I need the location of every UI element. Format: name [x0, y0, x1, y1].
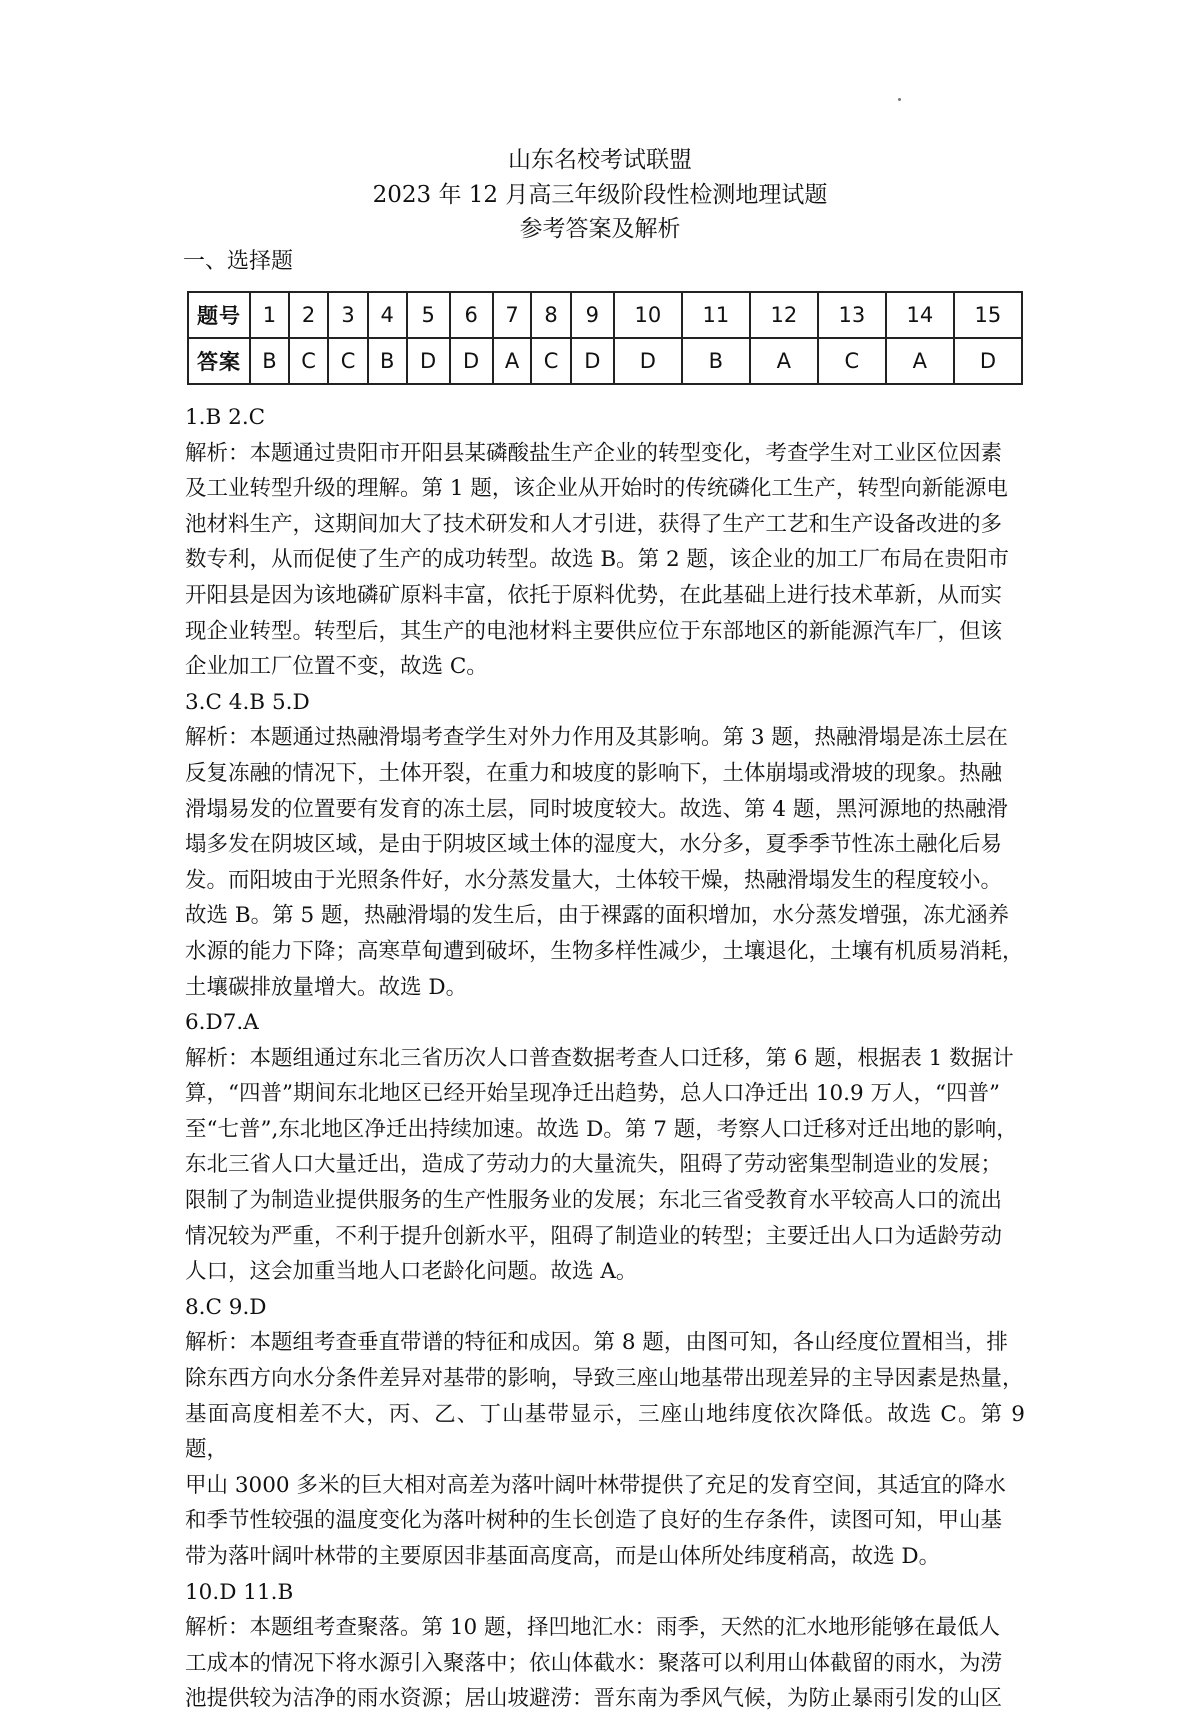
text-line: 解析：本题组考查垂直带谱的特征和成因。第 8 题，由图可知，各山经度位置相当，排 — [185, 1330, 1008, 1356]
text-line: 至“七普”,东北地区净迁出持续加速。故选 D。第 7 题，考察人口迁移对迁出地的影响， — [185, 1116, 1018, 1142]
answer-row — [188, 338, 1022, 384]
text-line: 解析：本题通过热融滑塌考查学生对外力作用及其影响。第 3 题，热融滑塌是冻土层在 — [185, 725, 1008, 751]
table-cell: 9 — [571, 292, 614, 338]
table-cell: 13 — [818, 292, 886, 338]
text-line: 池提供较为洁净的雨水资源；居山坡避涝：晋东南为季风气候，为防止暴雨引发的山区 — [185, 1686, 1003, 1712]
table-cell: C — [531, 338, 570, 384]
table-cell: 11 — [682, 292, 750, 338]
table-cell: 10 — [614, 292, 682, 338]
table-cell: B — [250, 338, 289, 384]
text-line: 池材料生产，这期间加大了技术研发和人才引进，获得了生产工艺和生产设备改进的多 — [185, 511, 1003, 537]
table-cell: C — [818, 338, 886, 384]
table-cell: 6 — [450, 292, 493, 338]
table-cell: 4 — [368, 292, 407, 338]
table-cell: 12 — [750, 292, 818, 338]
text-line: 及工业转型升级的理解。第 1 题，该企业从开始时的传统磷化工生产，转型向新能源电 — [185, 476, 1008, 502]
text-line: 开阳县是因为该地磷矿原料丰富，依托于原料优势，在此基础上进行技术革新，从而实 — [185, 582, 1003, 608]
text-line: 故选 B。第 5 题，热融滑塌的发生后，由于裸露的面积增加，水分蒸发增强，冻尤涵养 — [185, 903, 1009, 929]
table-cell: B — [682, 338, 750, 384]
text-line: 人口，这会加重当地人口老龄化问题。故选 A。 — [185, 1259, 638, 1285]
table-cell: D — [954, 338, 1022, 384]
table-cell: A — [493, 338, 532, 384]
exam-name-title: 2023 年 12 月高三年级阶段性检测地理试题 — [372, 182, 828, 208]
answer-line: 1.B 2.C — [185, 405, 266, 430]
text-line: 工成本的情况下将水源引入聚落中；依山体截水：聚落可以利用山体截留的雨水，为涝 — [185, 1650, 1003, 1676]
text-line: 水源的能力下降；高寒草甸遭到破坏，生物多样性减少，土壤退化，土壤有机质易消耗， — [185, 938, 1024, 964]
text-line: 滑塌易发的位置要有发育的冻土层，同时坡度较大。故选、第 4 题，黑河源地的热融滑 — [185, 796, 1008, 822]
exam-union-title: 山东名校考试联盟 — [508, 147, 692, 173]
text-line: 解析：本题组通过东北三省历次人口普查数据考查人口迁移，第 6 题，根据表 1 数据计 — [185, 1045, 1014, 1071]
table-cell: C — [328, 338, 367, 384]
text-line: 发。而阳坡由于光照条件好，水分蒸发量大，土体较干燥，热融滑塌发生的程度较小。 — [185, 867, 1003, 893]
table-cell: B — [368, 338, 407, 384]
table-cell: A — [750, 338, 818, 384]
text-line: 解析：本题通过贵阳市开阳县某磷酸盐生产企业的转型变化，考查学生对工业区位因素 — [185, 440, 1003, 466]
text-line: 现企业转型。转型后，其生产的电池材料主要供应位于东部地区的新能源汽车厂，但该 — [185, 618, 1003, 644]
table-cell: D — [450, 338, 493, 384]
explanation-body — [185, 400, 1025, 1717]
text-line: 塌多发在阴坡区域，是由于阴坡区域土体的湿度大，水分多，夏季季节性冻土融化后易 — [185, 832, 1003, 858]
table-cell: C — [289, 338, 328, 384]
answer-key-title: 参考答案及解析 — [519, 216, 681, 242]
table-cell: 14 — [886, 292, 954, 338]
answer-table — [187, 291, 1023, 385]
table-cell: D — [407, 338, 450, 384]
table-cell: 8 — [531, 292, 570, 338]
text-line: 基面高度相差不大，丙、乙、丁山基带显示，三座山地纬度依次降低。故选 C。第 9 题， — [185, 1401, 1025, 1463]
text-line: 反复冻融的情况下，土体开裂，在重力和坡度的影响下，土体崩塌或滑坡的现象。热融 — [185, 760, 1003, 786]
answer-line: 8.C 9.D — [185, 1294, 267, 1320]
text-line: 限制了为制造业提供服务的生产性服务业的发展；东北三省受教育水平较高人口的流出 — [185, 1188, 1003, 1214]
table-cell: 3 — [328, 292, 367, 338]
row-label-answer: 答案 — [188, 338, 250, 384]
table-cell: 5 — [407, 292, 450, 338]
text-line: 除东西方向水分条件差异对基带的影响，导致三座山地基带出现差异的主导因素是热量， — [185, 1366, 1024, 1392]
section-heading: 一、选择题 — [183, 249, 294, 274]
table-cell: 7 — [493, 292, 532, 338]
text-line: 带为落叶阔叶林带的主要原因非基面高度高，而是山体所处纬度稍高，故选 D。 — [185, 1544, 941, 1569]
question-number-row — [188, 292, 1022, 338]
table-cell: 1 — [250, 292, 289, 338]
text-line: 数专利，从而促使了生产的成功转型。故选 B。第 2 题，该企业的加工厂布局在贵阳市 — [185, 547, 1009, 573]
table-cell: 15 — [954, 292, 1022, 338]
table-cell: 2 — [289, 292, 328, 338]
text-line: 情况较为严重，不利于提升创新水平，阻碍了制造业的转型；主要迁出人口为适龄劳动 — [185, 1223, 1003, 1249]
text-line: 算，“四普”期间东北地区已经开始呈现净迁出趋势，总人口净迁出 10.9 万人，“四普” — [185, 1081, 1001, 1107]
table-cell: D — [614, 338, 682, 384]
answer-line: 10.D 11.B — [185, 1579, 294, 1605]
text-line: 甲山 3000 多米的巨大相对高差为落叶阔叶林带提供了充足的发育空间，其适宜的降水 — [185, 1472, 1006, 1498]
text-line: 企业加工厂位置不变，故选 C。 — [185, 654, 488, 680]
row-label-number: 题号 — [188, 292, 250, 338]
table-cell: D — [571, 338, 614, 384]
text-line: 和季节性较强的温度变化为落叶树种的生长创造了良好的生存条件，读图可知，甲山基 — [185, 1508, 1003, 1534]
answer-line: 3.C 4.B 5.D — [185, 689, 310, 715]
answer-line: 6.D7.A — [185, 1010, 259, 1036]
text-line: 解析：本题组考查聚落。第 10 题，择凹地汇水：雨季，天然的汇水地形能够在最低人 — [185, 1615, 1001, 1641]
text-line: 土壤碳排放量增大。故选 D。 — [185, 974, 468, 1000]
scan-speck — [898, 98, 901, 101]
table-cell: A — [886, 338, 954, 384]
text-line: 东北三省人口大量迁出，造成了劳动力的大量流失，阻碍了劳动密集型制造业的发展； — [185, 1152, 1003, 1178]
